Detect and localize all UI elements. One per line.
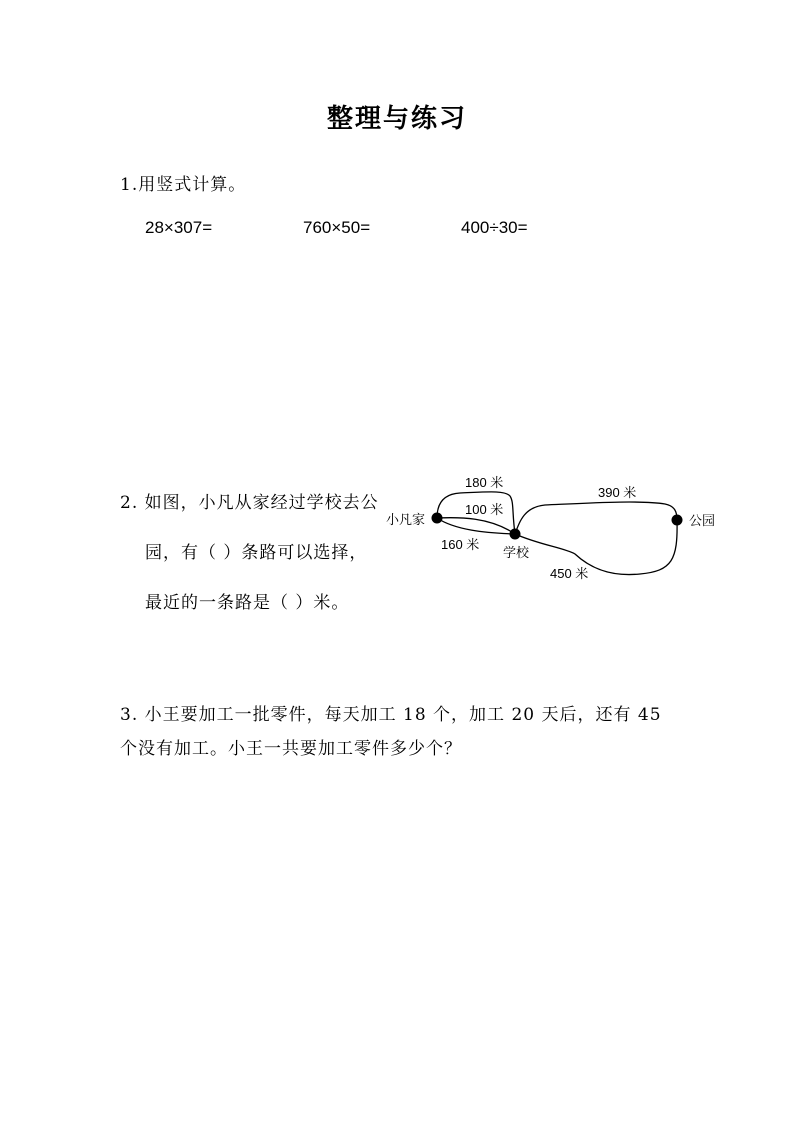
calc-item-3: 400÷30= [461,218,528,237]
route-100 [437,518,515,534]
route-160-label: 160 米 [441,537,480,552]
route-450 [515,520,677,575]
park-dot [672,515,683,526]
home-dot [432,513,443,524]
question-3-line-1: 3. 小王要加工一批零件，每天加工 18 个，加工 20 天后，还有 45 [120,705,662,725]
route-450-label: 450 米 [550,566,589,581]
calc-item-1: 28×307= [145,218,213,237]
route-390-label: 390 米 [598,485,637,500]
route-100-label: 100 米 [465,502,504,517]
route-390 [515,502,677,534]
park-label: 公园 [689,514,716,529]
home-label: 小凡家 [386,513,426,528]
question-1-prompt: 1.用竖式计算。 [120,175,247,195]
calc-item-2: 760×50= [303,218,371,237]
school-label: 学校 [503,546,530,561]
question-2-line-1: 2. 如图，小凡从家经过学校去公 [120,493,379,513]
school-dot [510,529,521,540]
route-180 [437,492,515,534]
question-2-line-2: 园，有（ ）条路可以选择， [145,543,368,563]
route-180-label: 180 米 [465,475,504,490]
page-title: 整理与练习 [326,104,467,134]
question-2-line-3: 最近的一条路是（ ）米。 [145,593,350,613]
route-160 [437,518,515,534]
question-3-line-2: 个没有加工。小王一共要加工零件多少个？ [120,739,462,759]
